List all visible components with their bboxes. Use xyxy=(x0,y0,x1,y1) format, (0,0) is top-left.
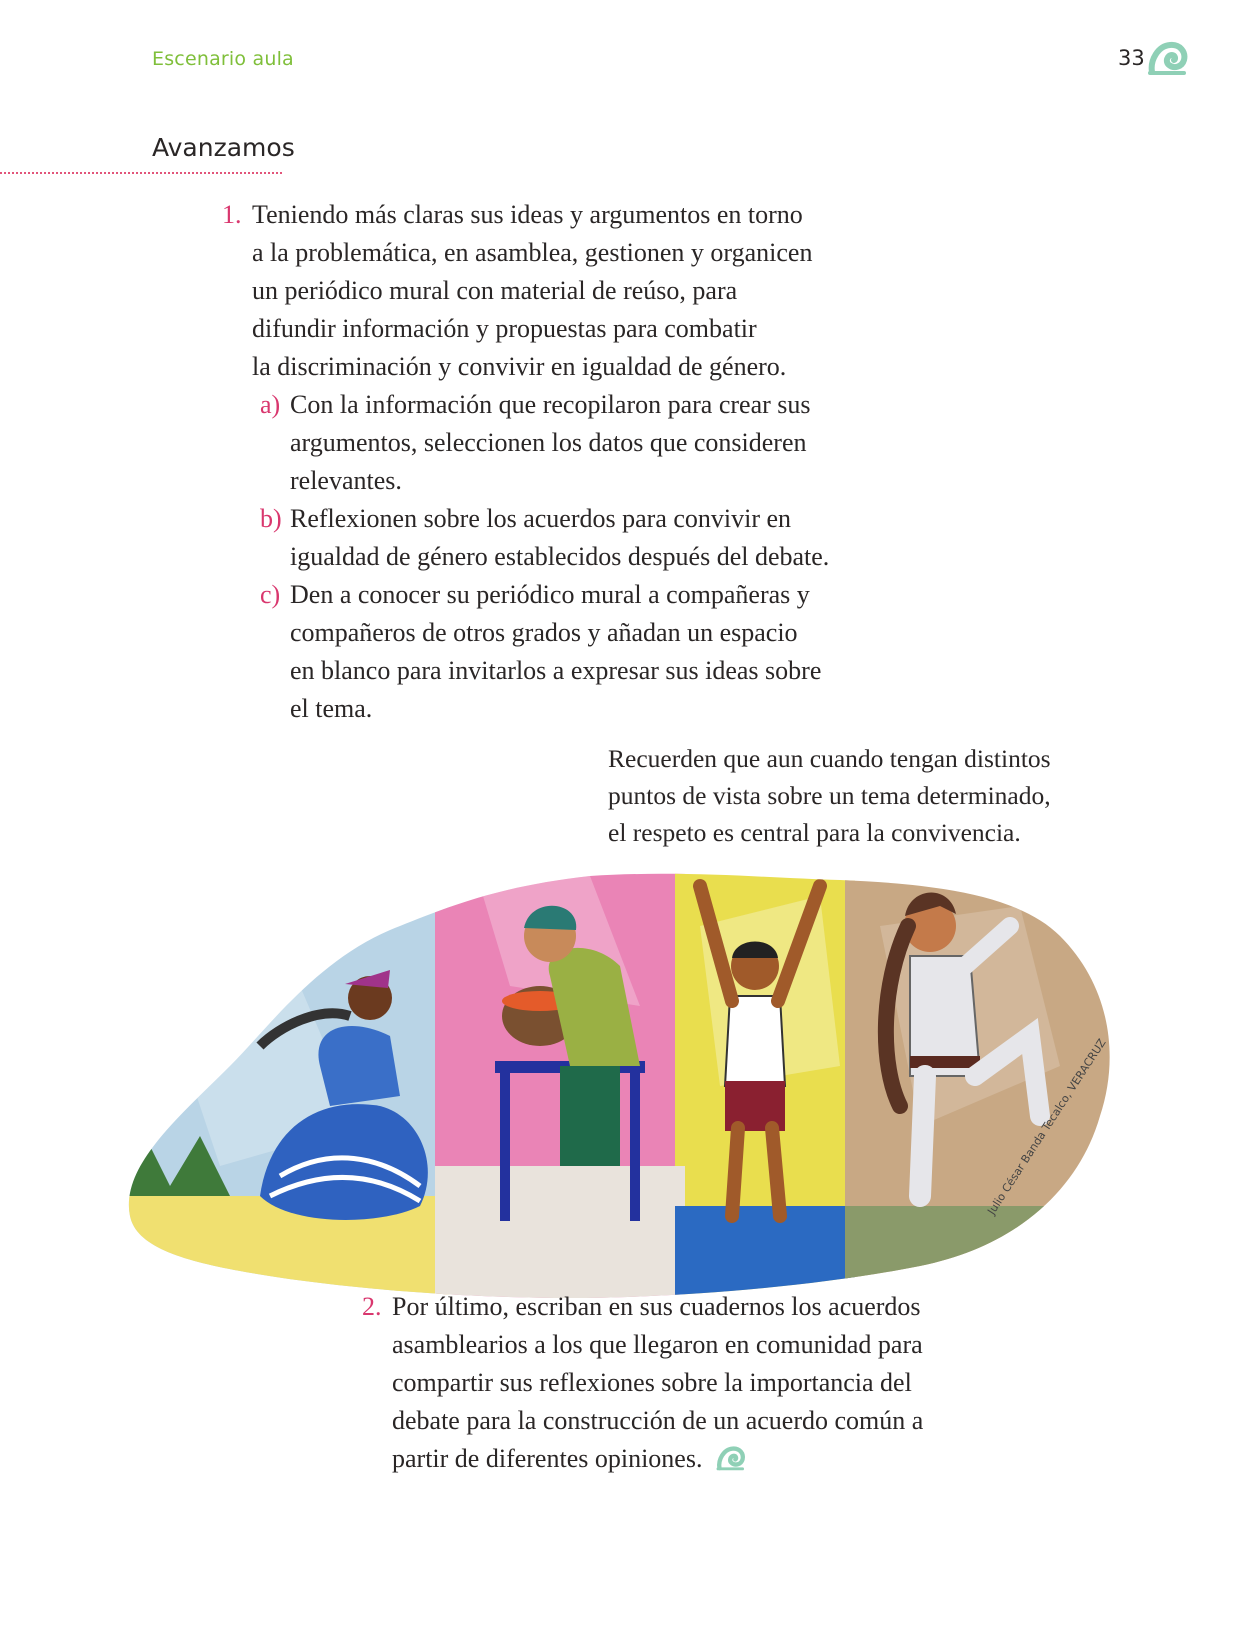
subitem-marker: c) xyxy=(260,580,281,609)
subitem-marker: b) xyxy=(260,504,282,533)
activity-2 xyxy=(362,1288,923,1478)
subitem-line: argumentos, seleccionen los datos que consideren xyxy=(290,428,807,457)
subitem-line: compañeros de otros grados y añadan un espacio xyxy=(290,618,798,647)
activity-1 xyxy=(222,196,812,386)
illustration xyxy=(120,866,1120,1306)
title-divider xyxy=(0,172,282,174)
activity-line: Por último, escriban en sus cuadernos los acuerdos xyxy=(392,1292,921,1321)
subitem-line: relevantes. xyxy=(290,466,402,495)
activity-line: un periódico mural con material de reúso, para xyxy=(252,276,738,305)
subitem-line: Den a conocer su periódico mural a compañeras y xyxy=(290,580,810,609)
subitem-c xyxy=(260,576,821,728)
subitem-line: igualdad de género establecidos después del debate. xyxy=(290,542,830,571)
subitem-line: Con la información que recopilaron para crear sus xyxy=(290,390,811,419)
snail-icon xyxy=(715,1445,747,1471)
activity-number: 1. xyxy=(222,200,242,229)
illustration-credit: Julio César Banda Tecalco, VERACRUZ xyxy=(985,1036,1109,1218)
activity-number: 2. xyxy=(362,1292,382,1321)
snail-icon xyxy=(1148,40,1188,76)
subitem-line: en blanco para invitarlos a expresar sus ideas sobre xyxy=(290,656,822,685)
activity-line: a la problemática, en asamblea, gestionen y organicen xyxy=(252,238,813,267)
activity-line: compartir sus reflexiones sobre la importancia del xyxy=(392,1368,912,1397)
note-line: el respeto es central para la convivencia. xyxy=(608,818,1021,847)
activity-line: Teniendo más claras sus ideas y argumentos en torno xyxy=(252,200,803,229)
subitem-line: el tema. xyxy=(290,694,373,723)
section-title: Avanzamos xyxy=(152,133,295,162)
subitem-line: Reflexionen sobre los acuerdos para convivir en xyxy=(290,504,792,533)
activity-line: asamblearios a los que llegaron en comunidad para xyxy=(392,1330,923,1359)
subitem-b xyxy=(260,500,829,576)
note-line: Recuerden que aun cuando tengan distintos xyxy=(608,744,1051,773)
activity-line: debate para la construcción de un acuerdo común a xyxy=(392,1406,924,1435)
section-label: Escenario aula xyxy=(152,48,294,70)
subitem-marker: a) xyxy=(260,390,281,419)
reminder-note xyxy=(608,740,1051,851)
activity-line: difundir información y propuestas para combatir xyxy=(252,314,757,343)
page-number: 33 xyxy=(1118,46,1145,70)
note-line: puntos de vista sobre un tema determinado, xyxy=(608,781,1051,810)
activity-line: partir de diferentes opiniones. xyxy=(392,1444,703,1473)
activity-line: la discriminación y convivir en igualdad de género. xyxy=(252,352,787,381)
subitem-a xyxy=(260,386,811,500)
